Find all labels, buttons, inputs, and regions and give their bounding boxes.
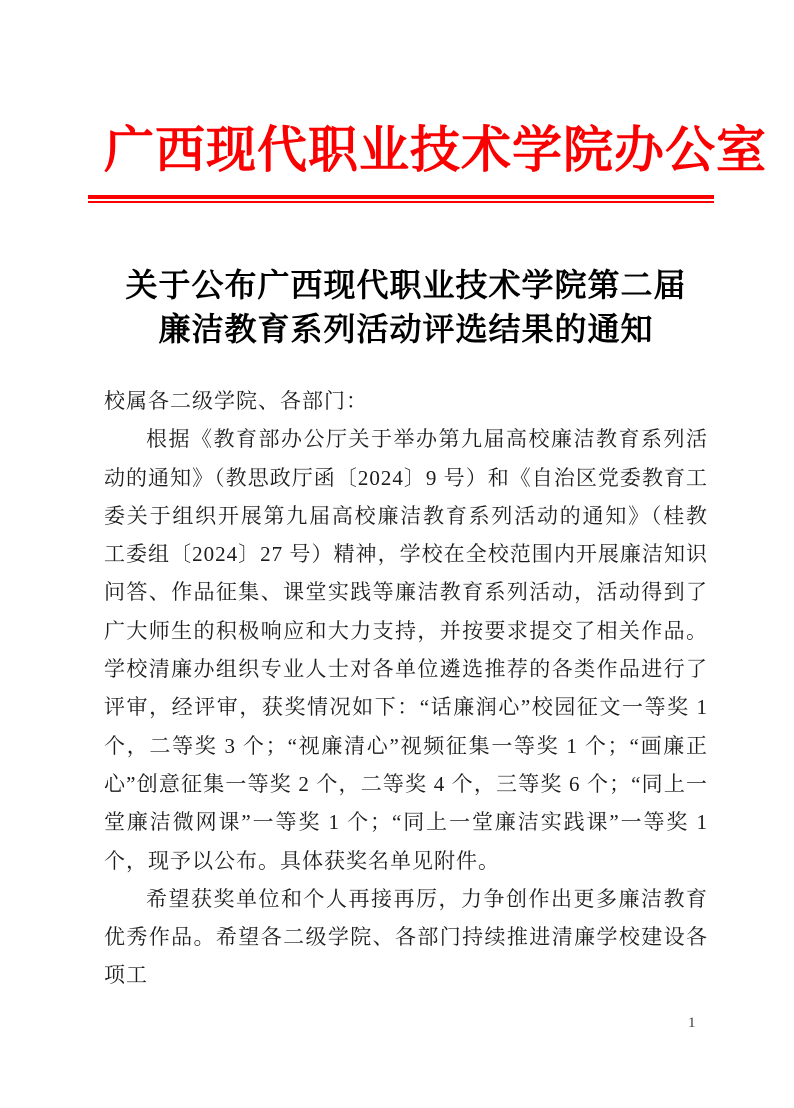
- separator-line-thick: [88, 195, 714, 199]
- document-content: [104, 0, 767, 995]
- letterhead-title: 广西现代职业技术学院办公室: [104, 122, 767, 178]
- separator-line-thin: [88, 201, 714, 203]
- body-paragraph-2: 希望获奖单位和个人再接再厉，力争创作出更多廉洁教育优秀作品。希望各二级学院、各部门持续推进清廉学校建设各项工: [104, 886, 708, 988]
- document-title: [104, 263, 708, 351]
- body-paragraph-1: 根据《教育部办公厅关于举办第九届高校廉洁教育系列活动的通知》（教思政厅函〔2024〕9 号）和《自治区党委教育工委关于组织开展第九届高校廉洁教育系列活动的通知》（桂教工委组〔2024〕27 号）精神，学校在全校范围内开展廉洁知识问答、作品征集、课堂实践等廉洁教育系列活动，活动得到了广大师生的积极响应和大力支持，并按要求提交了相关作品。学校清廉办组织专业人士对各单位遴选推荐的各类作品进行了评审，经评审，获奖情况如下：“话廉润心”校园征文一等奖 1 个，二等奖 3 个；“视廉清心”视频征集一等奖 1 个；“画廉正心”创意征集一等奖 2 个，二等奖 4 个，三等奖 6 个；“同上一堂廉洁微网课”一等奖 1 个；“同上一堂廉洁实践课”一等奖 1 个，现予以公布。具体获奖名单见附件。: [104, 427, 708, 873]
- red-separator-line: [88, 195, 714, 203]
- document-title-line-1: 关于公布广西现代职业技术学院第二届: [125, 267, 687, 303]
- letterhead: [104, 0, 767, 203]
- page-number: 1: [688, 1015, 696, 1031]
- document-title-line-2: 廉洁教育系列活动评选结果的通知: [158, 311, 654, 347]
- salutation: 校属各二级学院、各部门：: [104, 389, 368, 413]
- document-body: [104, 382, 708, 995]
